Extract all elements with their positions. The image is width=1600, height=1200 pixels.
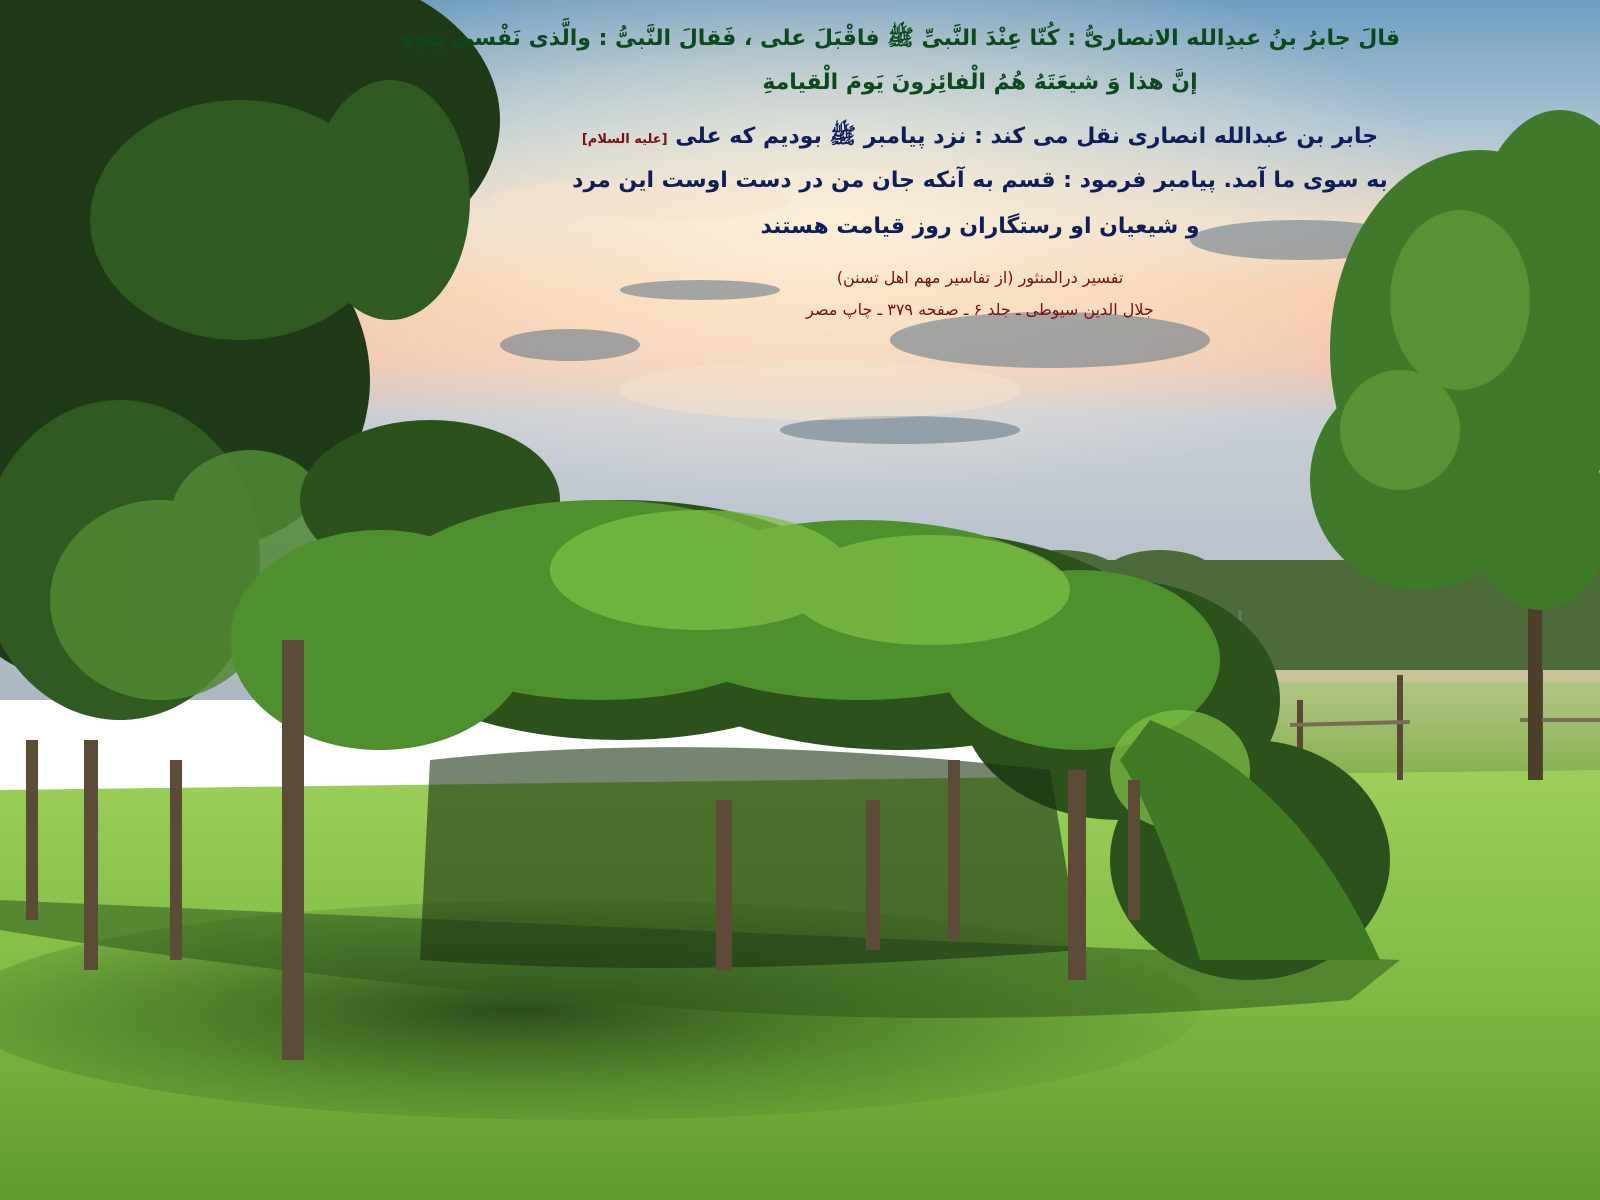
hadith-arabic-line-1: قالَ جابرُ بنُ عبدِالله الانصاریُّ : کُنّا عِنْدَ النَّبیِّ ﷺ فاقْبَلَ علی ، فَقالَ النَّبیُّ : والَّذی نَفْسی بِیَدِهِ xyxy=(401,26,1400,51)
source-citation-line-2: جلال الدین سیوطی ـ جلد ۶ ـ صفحه ۳۷۹ ـ چاپ مصر xyxy=(806,300,1154,319)
hadith-persian-line-1 xyxy=(555,122,1405,154)
hadith-persian-line-2: به سوی ما آمد. پیامبر فرمود : قسم به آنکه جان من در دست اوست این مرد xyxy=(572,168,1388,193)
persian-line-1-text: جابر بن عبدالله انصاری نقل می کند : نزد پیامبر ﷺ بودیم که علی xyxy=(675,124,1379,149)
hadith-arabic-line-2: إنَّ هذا وَ شیعَتَهُ هُمُ الْفائِزونَ یَومَ الْقیامةِ xyxy=(762,70,1198,95)
persian-line-1-note: [علیه السلام] xyxy=(581,132,668,147)
hadith-persian-line-3: و شیعیان او رستگاران روز قیامت هستند xyxy=(760,214,1200,239)
source-citation-line-1: تفسیر درالمنثور (از تفاسیر مهم اهل تسنن) xyxy=(836,268,1124,287)
